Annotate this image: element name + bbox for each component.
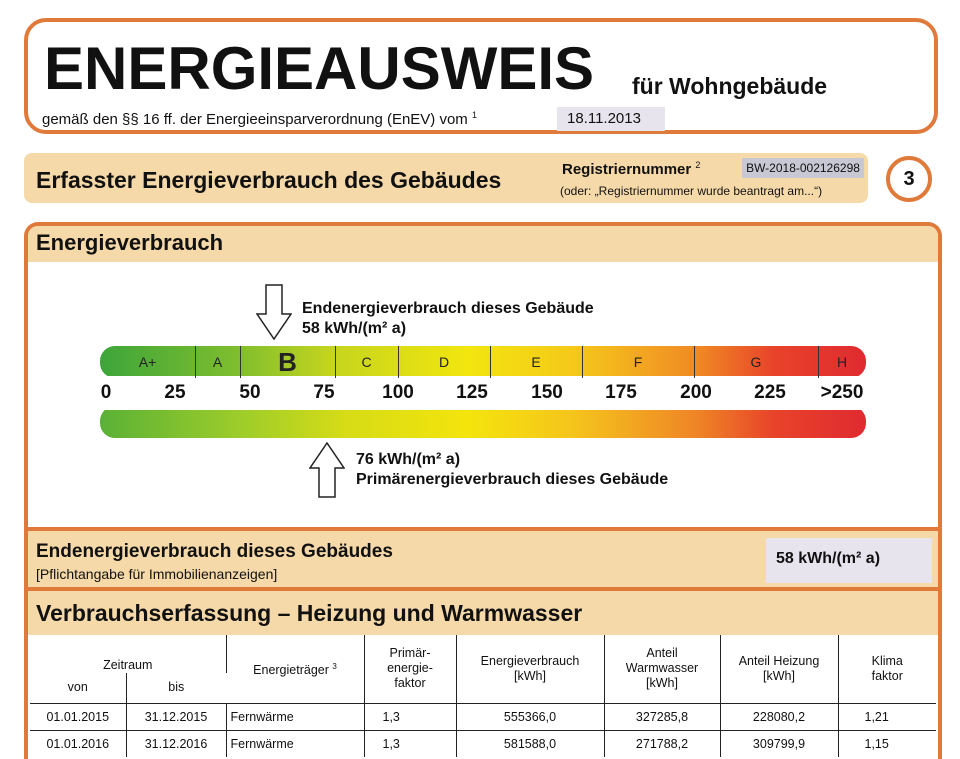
up-arrow-icon: [309, 442, 345, 498]
scale-tick-label: 50: [239, 382, 261, 403]
energy-class-aplus: A+: [138, 354, 157, 370]
energy-class-g: G: [750, 354, 762, 370]
endenergie-indicator-text: Endenergieverbrauch dieses Gebäude: [302, 300, 594, 317]
cell-primaerfaktor[interactable]: 1,3: [364, 703, 456, 730]
scale-tick-label: 25: [164, 382, 186, 403]
scale-tick-label: 150: [531, 382, 563, 403]
reg-label-text: Registriernummer: [562, 161, 692, 178]
cell-heizung[interactable]: 228080,2: [720, 703, 838, 730]
cell-warmwasser[interactable]: 271788,2: [604, 730, 720, 757]
header-klimafaktor: Klima faktor: [871, 653, 903, 683]
verbrauch-title: Verbrauchserfassung – Heizung und Warmwasser: [36, 600, 583, 626]
cell-energietraeger[interactable]: Fernwärme: [226, 730, 364, 757]
scale-tick-label: 225: [754, 382, 786, 403]
scale-tick-label: 175: [605, 382, 637, 403]
endenergie-subtitle: [Pflichtangabe für Immobilienanzeigen]: [36, 566, 278, 582]
energieverbrauch-title: Energieverbrauch: [36, 230, 224, 255]
cell-bis[interactable]: 31.12.2016: [126, 730, 226, 757]
energy-class-separator: [195, 346, 196, 378]
cell-von[interactable]: 01.01.2015: [30, 703, 126, 730]
scale-tick-label: 200: [680, 382, 712, 403]
energy-class-separator: [818, 346, 819, 378]
header-energietraeger: [226, 635, 364, 703]
primaerenergie-indicator-label: [356, 450, 668, 490]
header-energietraeger-footnote: 3: [332, 662, 337, 672]
energy-class-e: E: [531, 354, 541, 370]
scale-tick-label: 75: [313, 382, 335, 403]
legal-text: gemäß den §§ 16 ff. der Energieeinsparverordnung (EnEV) vom: [42, 111, 468, 128]
energy-scale-bottom-bar: [100, 406, 866, 438]
header-heizung: Anteil Heizung [kWh]: [720, 635, 838, 703]
primaerenergie-indicator-text: Primärenergieverbrauch dieses Gebäude: [356, 471, 669, 488]
reg-number-label: [562, 160, 700, 178]
cell-warmwasser[interactable]: 327285,8: [604, 703, 720, 730]
header-zeitraum: Zeitraum: [30, 635, 226, 673]
cell-bis[interactable]: 31.12.2015: [126, 703, 226, 730]
endenergie-title: Endenergieverbrauch dieses Gebäudes: [36, 541, 393, 562]
cell-klimafaktor[interactable]: 1,21: [838, 703, 936, 730]
cell-von[interactable]: 01.01.2016: [30, 730, 126, 757]
cell-energieverbrauch[interactable]: 555366,0: [456, 703, 604, 730]
header-warmwasser: Anteil Warmwasser [kWh]: [604, 635, 720, 703]
header-energietraeger-text: Energieträger: [253, 663, 329, 678]
header-bis: bis: [168, 680, 185, 695]
page-number-badge: 3: [886, 156, 932, 202]
scale-tick-label: 0: [100, 382, 112, 403]
document-subtitle: für Wohngebäude: [632, 73, 828, 99]
scale-tick-label: 125: [456, 382, 488, 403]
energy-class-separator: [240, 346, 241, 378]
verbrauch-table: [30, 635, 936, 757]
table-row: [30, 730, 936, 757]
header-primaerfaktor: Primär- energie- faktor: [364, 635, 456, 703]
energy-class-separator: [694, 346, 695, 378]
section-title: Erfasster Energieverbrauch des Gebäudes: [36, 167, 502, 193]
enev-date-field[interactable]: 18.11.2013: [557, 107, 665, 131]
scale-tick-label: 100: [382, 382, 414, 403]
energy-class-h: H: [836, 354, 848, 370]
endenergie-indicator-value: 58 kWh/(m² a): [302, 320, 407, 337]
reg-footnote: 2: [695, 160, 701, 170]
reg-number-field[interactable]: BW-2018-002126298: [742, 158, 864, 178]
document-title: ENERGIEAUSWEIS: [44, 35, 595, 102]
cell-primaerfaktor[interactable]: 1,3: [364, 730, 456, 757]
legal-footnote: 1: [471, 110, 477, 120]
energy-class-c: C: [361, 354, 372, 370]
endenergie-value: 58 kWh/(m² a): [776, 550, 881, 567]
primaerenergie-indicator-value: 76 kWh/(m² a): [356, 451, 461, 468]
energy-class-f: F: [633, 354, 643, 370]
energy-class-separator: [582, 346, 583, 378]
cell-heizung[interactable]: 309799,9: [720, 730, 838, 757]
table-row: [30, 703, 936, 730]
energy-class-separator: [398, 346, 399, 378]
energy-class-separator: [335, 346, 336, 378]
header-von: von: [30, 673, 126, 703]
legal-basis: [42, 110, 477, 128]
header-energieverbrauch: Energieverbrauch [kWh]: [456, 635, 604, 703]
energy-class-a: A: [212, 354, 223, 370]
energy-class-b: B: [278, 347, 297, 377]
cell-energietraeger[interactable]: Fernwärme: [226, 703, 364, 730]
cell-energieverbrauch[interactable]: 581588,0: [456, 730, 604, 757]
scale-tick-label: >250: [820, 382, 864, 403]
energy-class-separator: [490, 346, 491, 378]
cell-klimafaktor[interactable]: 1,15: [838, 730, 936, 757]
endenergie-indicator-label: [302, 299, 594, 339]
reg-number-note: (oder: „Registriernummer wurde beantragt am...“): [560, 184, 823, 198]
energy-class-d: D: [438, 354, 450, 370]
down-arrow-icon: [256, 284, 292, 340]
